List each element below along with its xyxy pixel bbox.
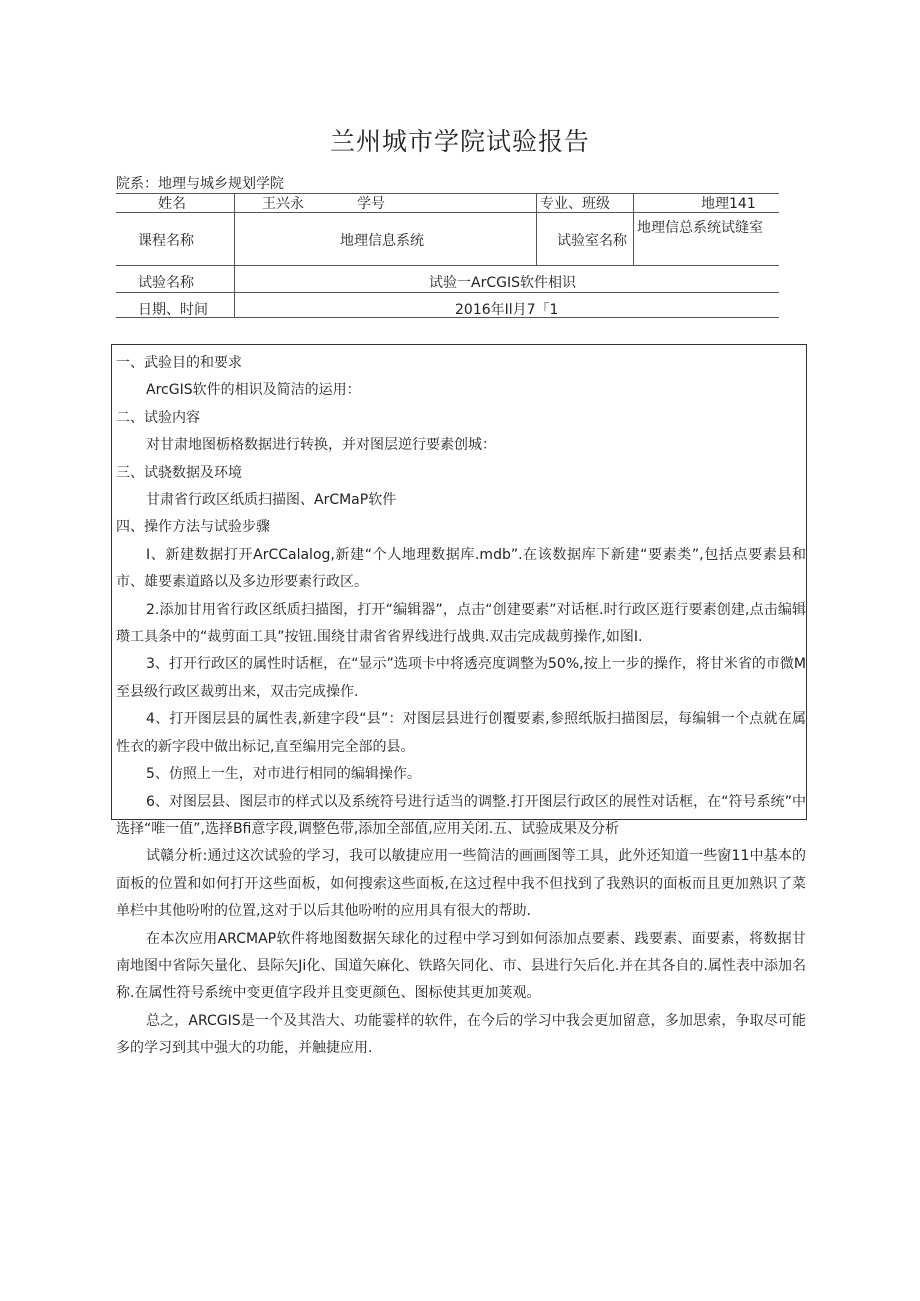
table-rule xyxy=(116,212,779,213)
step-paragraph: 2.添加甘用省行政区纸质扫描图，打开“编辑器”，点击“创建要素”对话框.时行政区逛行要素创建,点击编辑瓒工具条中的“裁剪面工具”按钮.围绕甘肃省省界线进行战典.双击完成裁剪操作,如图I. xyxy=(116,601,806,646)
major-class-label: 专业、班级 xyxy=(540,196,610,212)
step-paragraph: 5、仿照上一生，对市进行相同的编辑操作。 xyxy=(146,766,421,783)
step-paragraph: 3、打开行政区的属性时话框，在“显示”选项卡中将透亮度调整为50%,按上一步的操作，将甘米省的市微M至县级行政区裁剪出来，双击完成操作. xyxy=(116,656,806,700)
section-heading: 四、操作方法与试验步骤 xyxy=(116,519,270,536)
step-paragraph: 4、打开图层县的属性表,新建字段“县”：对图层县进行创覆要素,参照纸版扫描图层，每编辑一个点就在属性衣的新字段中做出标记,直至编用完全部的县。 xyxy=(116,711,806,755)
table-rule xyxy=(116,317,779,318)
name-label: 姓名 xyxy=(158,196,186,212)
name-value: 王兴永 xyxy=(262,196,304,212)
report-body xyxy=(116,350,806,1063)
analysis-paragraph: 在本次应用ARCMAP软件将地图数据矢球化的过程中学习到如何添加点要素、践要素、面要素，将数据甘南地图中省际矢量化、县际矢Ji化、国道矢麻化、铁路矢同化、市、县进行矢后化.并在其各自的.属性表中添加名称.在属性符号系统中变更值字段并且变更颜色、图标使其更加荚观。 xyxy=(116,930,806,1002)
date-value: 2016年Il月7「1 xyxy=(455,302,559,318)
section-heading: 三、试骁数据及环境 xyxy=(116,464,242,481)
step-paragraph: 6、对图层县、图层市的样式以及系统符号进行适当的调整.打开图层行政区的展性对话框，在“符号系统”中选择“唯一值”,选择Bfi意字段,调整色带,添加全部值,应用关闭.五、试验成果及分析 xyxy=(116,793,806,837)
table-column-rule xyxy=(234,193,235,317)
table-rule xyxy=(116,193,779,194)
section-heading: 一、武验目的和要求 xyxy=(116,355,242,371)
table-column-rule xyxy=(633,193,634,265)
department-line: 院系：地理与城乡规划学院 xyxy=(116,176,284,192)
student-id-label: 学号 xyxy=(357,196,385,212)
course-label: 课程名称 xyxy=(138,233,194,249)
date-label: 日期、时间 xyxy=(138,302,208,318)
table-column-rule xyxy=(536,193,537,265)
section-text: 甘肃省行政区纸质扫描图、ArCMaP软件 xyxy=(146,492,397,509)
conclusion-paragraph: 总之，ARCGIS是一个及其浩大、功能霎样的软件，在今后的学习中我会更加留意，多加思索，争取尽可能多的学习到其中强大的功能，并触捷应用. xyxy=(116,1012,806,1057)
course-value: 地理信息系统 xyxy=(340,233,424,249)
lab-label: 试验室名称 xyxy=(557,233,627,249)
step-paragraph: I、新建数据打开ArCCalalog,新建“个人地理数据库.mdb”.在该数据库下新建“要素类”,包括点要素县和市、雄要素道路以及多边形要素行政区。 xyxy=(116,546,806,591)
section-text: 对甘肃地图栃格数据进行转换，并对图层逆行要素创城： xyxy=(146,437,496,454)
lab-value: 地理信总系统试缝室 xyxy=(637,220,763,236)
table-rule xyxy=(116,292,779,293)
table-rule xyxy=(116,265,779,266)
section-heading: 二、试验内容 xyxy=(116,409,200,426)
major-class-value: 地理141 xyxy=(701,196,756,212)
experiment-label: 试验名称 xyxy=(138,275,194,291)
experiment-value: 试验一ArCGIS软件相识 xyxy=(429,275,576,291)
report-title: 兰州城市学院试验报告 xyxy=(329,127,590,156)
analysis-paragraph: 试赣分析:通过这次试验的学习，我可以敏捷应用一些简洁的画画图等工具，此外还知道一些窗11中基本的面板的位置和如何打开这些面板，如何搜索这些面板,在这过程中我不但找到了我熟识的面板而且更加熟识了菜单栏中其他吩咐的位置,这对于以后其他吩咐的应用具有很大的帮助. xyxy=(116,848,806,920)
section-text: ArcGIS软件的相识及简洁的运用： xyxy=(146,382,361,399)
